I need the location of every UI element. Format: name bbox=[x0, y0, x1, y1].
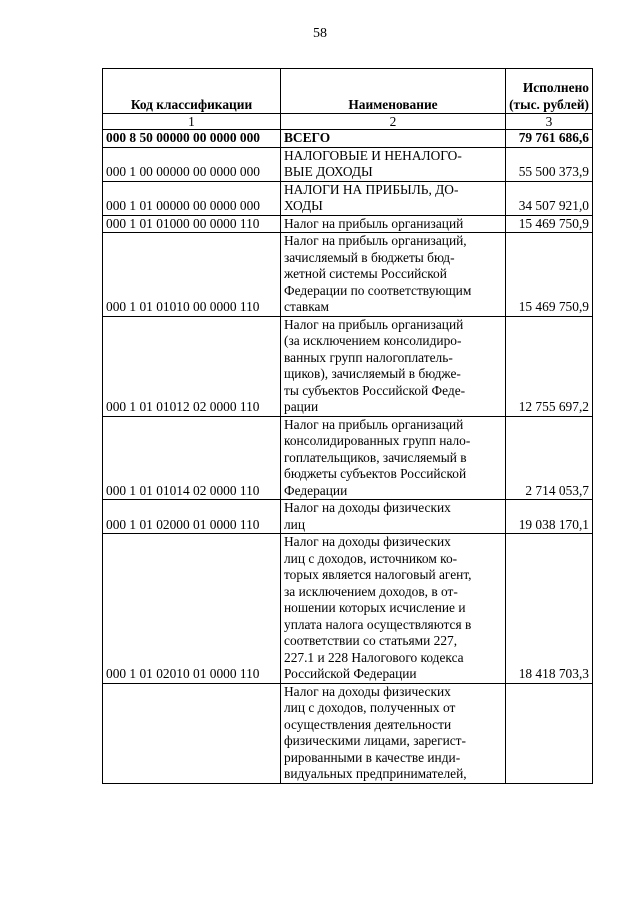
header-executed-line2: (тыс. рублей) bbox=[509, 96, 589, 112]
row-name-line: консолидированных групп нало- bbox=[284, 433, 471, 448]
row-name-line: физическими лицами, зарегист- bbox=[284, 733, 466, 748]
row-name-line: ВСЕГО bbox=[284, 130, 331, 145]
classification-code: 000 1 01 01014 02 0000 110 bbox=[103, 416, 281, 500]
executed-value: 55 500 373,9 bbox=[506, 147, 593, 181]
row-name-line: зачисляемый в бюджеты бюд- bbox=[284, 249, 455, 265]
row-name bbox=[281, 534, 506, 684]
row-name-line: Налог на доходы физических bbox=[284, 500, 451, 515]
row-name-line: 227.1 и 228 Налогового кодекса bbox=[284, 649, 464, 665]
row-name-line: ВЫЕ ДОХОДЫ bbox=[284, 164, 373, 179]
table-header-row bbox=[103, 69, 593, 114]
row-name-line: Налог на прибыль организаций bbox=[284, 416, 464, 432]
row-name-line: лиц с доходов, полученных от bbox=[284, 700, 456, 715]
row-name-line: ты субъектов Российской Феде- bbox=[284, 382, 466, 398]
classification-code: 000 1 01 01012 02 0000 110 bbox=[103, 316, 281, 416]
table-row bbox=[103, 316, 593, 416]
row-name-line: соответствии со статьями 227, bbox=[284, 633, 458, 648]
row-name-line: НАЛОГИ НА ПРИБЫЛЬ, ДО- bbox=[284, 181, 459, 197]
row-name-line: осуществления деятельности bbox=[284, 716, 452, 732]
row-name-line: Российской Федерации bbox=[284, 666, 417, 681]
column-number-1: 1 bbox=[103, 114, 281, 130]
classification-code bbox=[103, 683, 281, 783]
executed-value: 15 469 750,9 bbox=[506, 233, 593, 317]
row-name-line: за исключением доходов, в от- bbox=[284, 583, 458, 599]
row-name-line: жетной системы Российской bbox=[284, 266, 447, 281]
column-number-2: 2 bbox=[281, 114, 506, 130]
row-name bbox=[281, 130, 506, 148]
column-number-3: 3 bbox=[506, 114, 593, 130]
row-name bbox=[281, 683, 506, 783]
executed-value: 34 507 921,0 bbox=[506, 181, 593, 215]
row-name-line: Налог на доходы физических bbox=[284, 534, 451, 549]
classification-code: 000 8 50 00000 00 0000 000 bbox=[103, 130, 281, 148]
row-name-line: Налог на прибыль организаций, bbox=[284, 233, 467, 248]
row-name-line: ХОДЫ bbox=[284, 198, 323, 213]
classification-code: 000 1 01 02000 01 0000 110 bbox=[103, 500, 281, 534]
executed-value: 15 469 750,9 bbox=[506, 215, 593, 233]
row-name-line: видуальных предпринимателей, bbox=[284, 766, 467, 781]
row-name-line: (за исключением консолидиро- bbox=[284, 333, 462, 348]
row-name-line: рированными в качестве инди- bbox=[284, 749, 461, 765]
header-name: Наименование bbox=[281, 69, 506, 114]
row-name-line: торых является налоговый агент, bbox=[284, 567, 472, 582]
header-executed bbox=[506, 69, 593, 114]
executed-value: 18 418 703,3 bbox=[506, 534, 593, 684]
classification-code: 000 1 01 00000 00 0000 000 bbox=[103, 181, 281, 215]
row-name-line: щиков), зачисляемый в бюдже- bbox=[284, 366, 461, 381]
executed-value: 12 755 697,2 bbox=[506, 316, 593, 416]
row-name-line: лиц bbox=[284, 516, 306, 532]
row-name-line: Федерации по соответствующим bbox=[284, 282, 472, 298]
row-name-line: бюджеты субъектов Российской bbox=[284, 466, 467, 481]
table-row bbox=[103, 683, 593, 783]
table-row bbox=[103, 233, 593, 317]
classification-code: 000 1 01 01000 00 0000 110 bbox=[103, 215, 281, 233]
row-name-line: гоплательщиков, зачисляемый в bbox=[284, 449, 467, 465]
row-name-line: Федерации bbox=[284, 482, 348, 498]
row-name-line: ванных групп налогоплатель- bbox=[284, 349, 453, 365]
table-row bbox=[103, 215, 593, 233]
row-name bbox=[281, 147, 506, 181]
table-row bbox=[103, 181, 593, 215]
page-number: 58 bbox=[313, 26, 327, 41]
classification-code: 000 1 01 02010 01 0000 110 bbox=[103, 534, 281, 684]
executed-value: 19 038 170,1 bbox=[506, 500, 593, 534]
executed-value: 2 714 053,7 bbox=[506, 416, 593, 500]
table-row bbox=[103, 534, 593, 684]
row-name bbox=[281, 500, 506, 534]
row-name bbox=[281, 233, 506, 317]
row-name-line: Налог на доходы физических bbox=[284, 683, 451, 699]
table-row bbox=[103, 147, 593, 181]
row-name-line: рации bbox=[284, 399, 319, 414]
executed-value: 79 761 686,6 bbox=[506, 130, 593, 148]
classification-code: 000 1 00 00000 00 0000 000 bbox=[103, 147, 281, 181]
table-row bbox=[103, 416, 593, 500]
row-name bbox=[281, 316, 506, 416]
header-executed-line1: Исполнено bbox=[522, 80, 589, 95]
row-name bbox=[281, 181, 506, 215]
row-name-line: НАЛОГОВЫЕ И НЕНАЛОГО- bbox=[284, 147, 462, 163]
row-name-line: Налог на прибыль организаций bbox=[284, 316, 464, 332]
budget-table bbox=[102, 68, 593, 784]
table-row bbox=[103, 500, 593, 534]
row-name-line: ношении которых исчисление и bbox=[284, 600, 466, 615]
row-name bbox=[281, 215, 506, 233]
header-code: Код классификации bbox=[103, 69, 281, 114]
row-name-line: уплата налога осуществляются в bbox=[284, 616, 472, 632]
row-name-line: ставкам bbox=[284, 299, 329, 314]
table-row bbox=[103, 130, 593, 148]
column-number-row bbox=[103, 114, 593, 130]
classification-code: 000 1 01 01010 00 0000 110 bbox=[103, 233, 281, 317]
table-body bbox=[103, 130, 593, 784]
row-name-line: Налог на прибыль организаций bbox=[284, 215, 464, 231]
executed-value bbox=[506, 683, 593, 783]
row-name bbox=[281, 416, 506, 500]
row-name-line: лиц с доходов, источником ко- bbox=[284, 550, 458, 566]
